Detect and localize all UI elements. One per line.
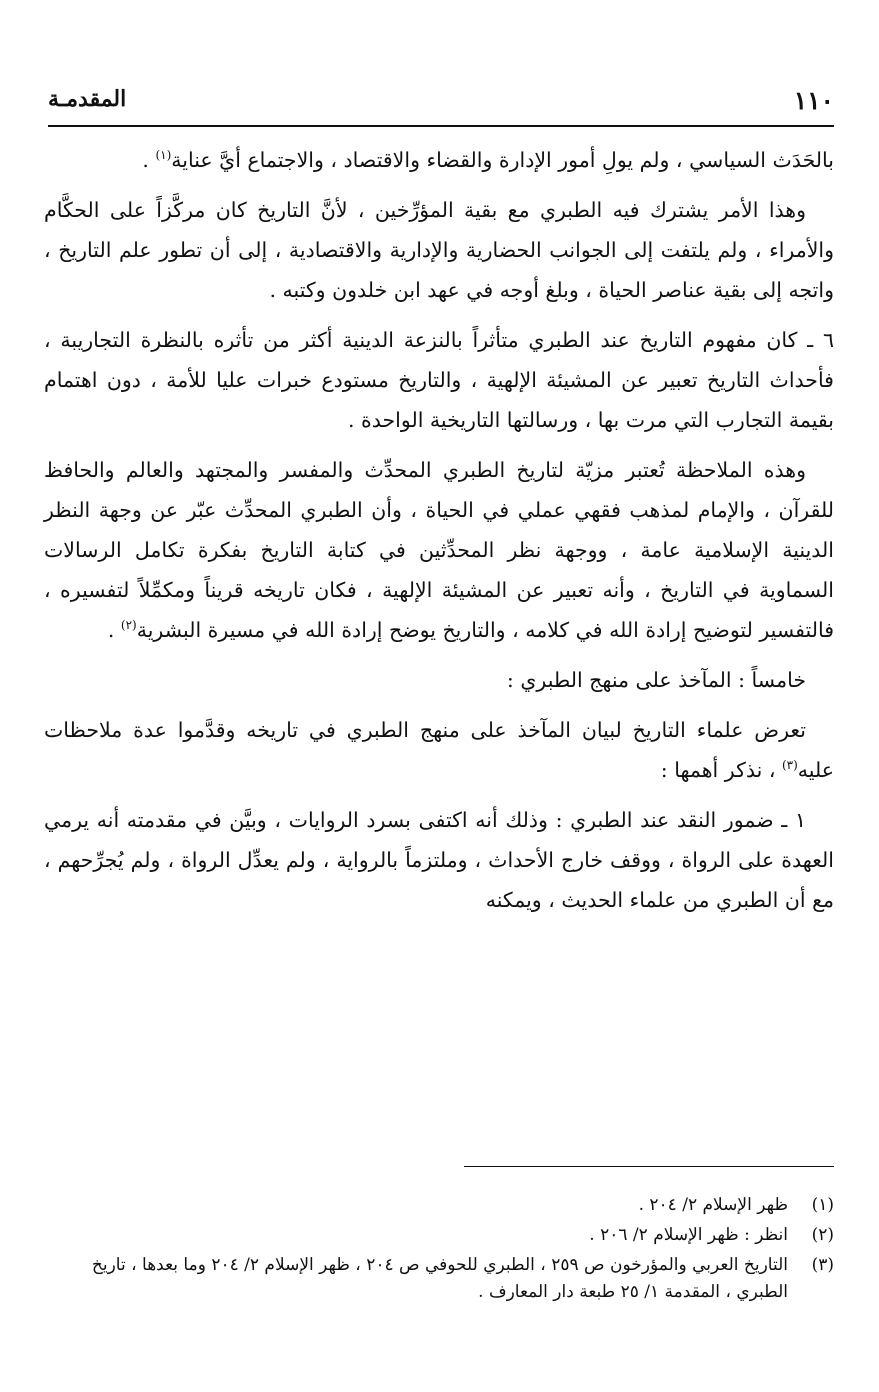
footnote-text: التاريخ العربي والمؤرخون ص ٢٥٩ ، الطبري للحوفي ص ٢٠٤ ، ظهر الإسلام ٢/ ٢٠٤ وما بعدها ، تاريخ الطبري ، المقدمة ١/ ٢٥ طبعة دار المعارف . <box>91 1255 788 1302</box>
section-heading: خامساً : المآخذ على منهج الطبري : <box>506 668 806 692</box>
paragraph-4-end: . <box>107 618 121 642</box>
footnote-3 <box>44 1252 834 1306</box>
footnote-1 <box>44 1192 834 1219</box>
paragraph-1 <box>44 140 834 180</box>
paragraph-1-end: . <box>142 148 156 172</box>
footnote-text: ظهر الإسلام ٢/ ٢٠٤ . <box>638 1195 788 1215</box>
paragraph-5 <box>44 710 834 790</box>
footnote-ref-2: (٢) <box>120 618 137 633</box>
footnote-text: انظر : ظهر الإسلام ٢/ ٢٠٦ . <box>589 1225 788 1245</box>
footnote-ref-1: (١) <box>155 148 172 163</box>
footnote-ref-3: (٣) <box>781 758 798 773</box>
paragraph-1-text: بالحَدَث السياسي ، ولم يولِ أمور الإدارة والقضاء والاقتصاد ، والاجتماع أيَّ عناية <box>171 148 834 172</box>
footnote-2 <box>44 1222 834 1249</box>
page-header <box>48 82 834 122</box>
paragraph-2: وهذا الأمر يشترك فيه الطبري مع بقية المؤرِّخين ، لأنَّ التاريخ كان مركَّزاً على الحكَّام والأمراء ، ولم يلتفت إلى الجوانب الحضارية والإدارية والاقتصادية ، إلى أن تطور علم التاريخ ، واتجه إلى بقية عناصر الحياة ، وبلغ أوجه في عهد ابن خلدون وكتبه . <box>44 198 834 302</box>
footnote-marker: (٢) <box>811 1225 834 1245</box>
paragraph-5-end: ، نذكر أهمها : <box>660 758 782 782</box>
footnote-marker: (٣) <box>811 1255 834 1275</box>
page-number: ١١٠ <box>793 86 834 115</box>
header-rule <box>48 125 834 127</box>
paragraph-4-text: وهذه الملاحظة تُعتبر مزيّة لتاريخ الطبري المحدِّث والمفسر والمجتهد والعالم والحافظ للقرآن ، والإمام لمذهب فقهي عملي في الحياة ، وأن الطبري المحدِّث عبّر عن وجهة النظر الدينية الإسلامية عامة ، ووجهة نظر المحدِّثين في كتابة التاريخ بفكرة تكامل الرسالات السماوية في التاريخ ، وأنه تعبير عن المشيئة الإلهية ، فكان تاريخه قريناً ومكمِّلاً لتفسيره ، فالتفسير لتوضيح إرادة الله في كلامه ، والتاريخ يوضح إرادة الله في مسيرة البشرية <box>44 458 834 642</box>
paragraph-6: ١ ـ ضمور النقد عند الطبري : وذلك أنه اكتفى بسرد الروايات ، وبيَّن في مقدمته أنه يرمي العهدة على الرواة ، ووقف خارج الأحداث ، وملتزماً بالرواية ، ولم يعدِّل الرواة ، ولم يُجرِّحهم ، مع أن الطبري من علماء الحديث ، ويمكنه <box>44 808 834 912</box>
footnote-rule <box>464 1166 834 1167</box>
running-title: المقدمـة <box>48 86 127 112</box>
footnote-marker: (١) <box>811 1195 834 1215</box>
paragraph-4 <box>44 450 834 650</box>
footnotes <box>44 1192 834 1309</box>
paragraph-3: ٦ ـ كان مفهوم التاريخ عند الطبري متأثراً بالنزعة الدينية أكثر من تأثره بالنظرة التجاريبة ، فأحداث التاريخ تعبير عن المشيئة الإلهية ، والتاريخ مستودع خبرات عليا للأمة ، دون اهتمام بقيمة التجارب التي مرت بها ، ورسالتها التاريخية الواحدة . <box>44 328 834 432</box>
paragraph-5-text: تعرض علماء التاريخ لبيان المآخذ على منهج الطبري في تاريخه وقدَّموا عدة ملاحظات عليه <box>44 718 834 782</box>
main-text <box>44 140 834 930</box>
